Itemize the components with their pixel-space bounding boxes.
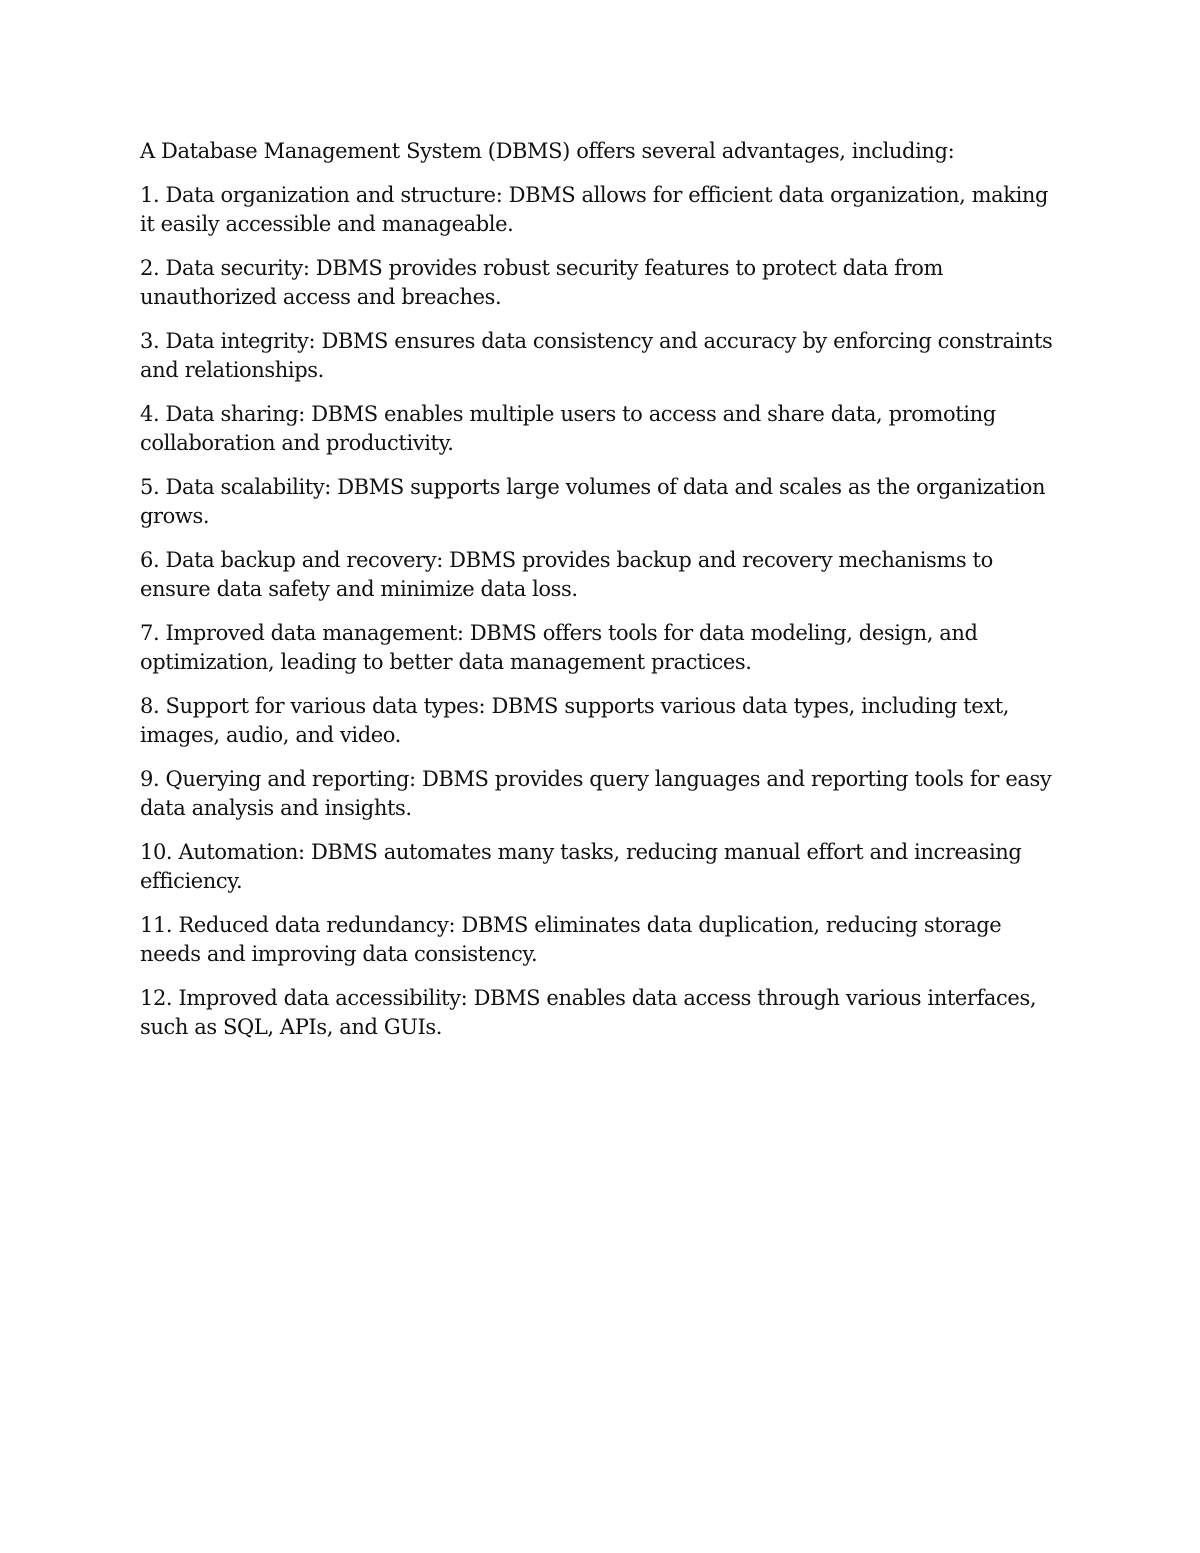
intro-paragraph: A Database Management System (DBMS) offers several advantages, including: [140, 139, 955, 163]
list-item: 11. Reduced data redundancy: DBMS eliminates data duplication, reducing storage needs and improving data consistency. [140, 913, 1002, 966]
list-item: 5. Data scalability: DBMS supports large volumes of data and scales as the organization grows. [140, 475, 1046, 528]
list-item: 9. Querying and reporting: DBMS provides query languages and reporting tools for easy data analysis and insights. [140, 767, 1052, 820]
list-item: 7. Improved data management: DBMS offers tools for data modeling, design, and optimization, leading to better data management practices. [140, 621, 978, 674]
list-item: 6. Data backup and recovery: DBMS provides backup and recovery mechanisms to ensure data safety and minimize data loss. [140, 548, 993, 601]
list-item: 4. Data sharing: DBMS enables multiple users to access and share data, promoting collaboration and productivity. [140, 402, 996, 455]
list-item: 12. Improved data accessibility: DBMS enables data access through various interfaces, such as SQL, APIs, and GUIs. [140, 986, 1037, 1039]
list-item: 2. Data security: DBMS provides robust security features to protect data from unauthorized access and breaches. [140, 256, 944, 309]
document-body [140, 137, 1065, 1057]
list-item: 8. Support for various data types: DBMS supports various data types, including text, images, audio, and video. [140, 694, 1010, 747]
list-item: 1. Data organization and structure: DBMS allows for efficient data organization, making it easily accessible and manageable. [140, 183, 1049, 236]
list-item: 10. Automation: DBMS automates many tasks, reducing manual effort and increasing efficiency. [140, 840, 1022, 893]
list-item: 3. Data integrity: DBMS ensures data consistency and accuracy by enforcing constraints and relationships. [140, 329, 1053, 382]
